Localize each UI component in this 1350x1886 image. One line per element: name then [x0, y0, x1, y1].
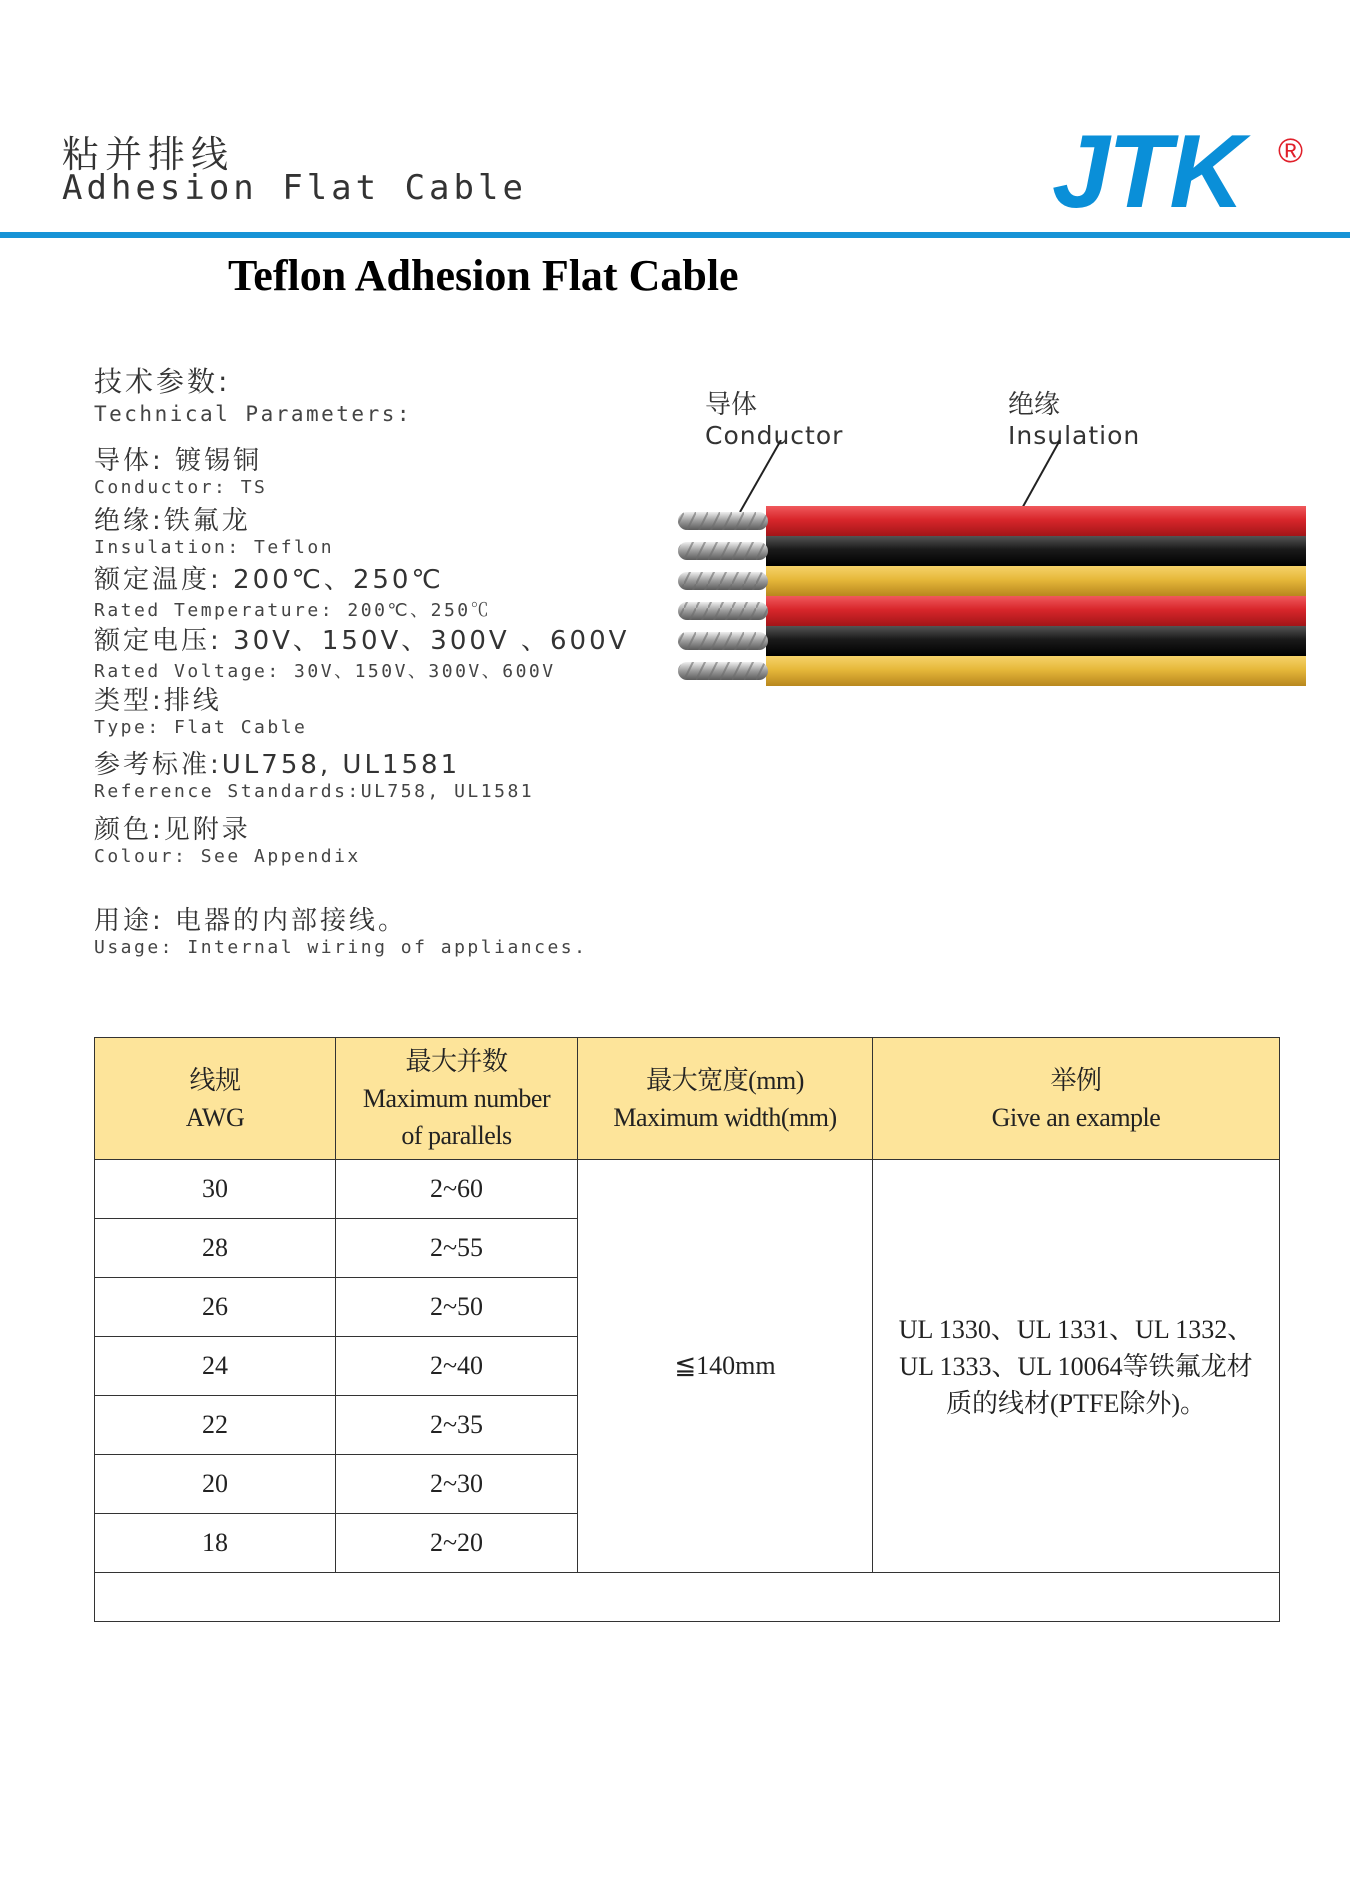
param-label-en: Insulation: Teflon: [94, 537, 335, 558]
col-header-parallels: [336, 1038, 578, 1160]
param-label-en: Rated Voltage: 30V、150V、300V、600V: [94, 661, 556, 682]
spec-table: [94, 1037, 1280, 1622]
param-type: [94, 680, 307, 738]
param-label-cn: 绝缘:铁氟龙: [94, 506, 251, 536]
table-row: [95, 1160, 1280, 1219]
conductor-leader-line: [740, 440, 781, 512]
tech-params-heading-en: Technical Parameters:: [94, 402, 413, 426]
table-blank-row: [95, 1573, 1280, 1622]
flat-cable-illustration: [660, 440, 1320, 705]
col-header-en: of parallels: [401, 1121, 512, 1150]
param-label-cn: 导体: 镀锡铜: [94, 446, 263, 476]
conductor-label-en: Conductor: [705, 421, 844, 450]
param-reference-standards: [94, 744, 534, 802]
awg-cell: 28: [95, 1219, 336, 1278]
page-title: Teflon Adhesion Flat Cable: [228, 251, 739, 300]
param-label-cn: 参考标准:UL758, UL1581: [94, 750, 461, 780]
param-label-cn: 类型:排线: [94, 686, 222, 716]
example-line: 质的线材(PTFE除外)。: [945, 1388, 1206, 1418]
example-line: UL 1330、UL 1331、UL 1332、: [898, 1314, 1254, 1344]
col-header-awg: [95, 1038, 336, 1160]
awg-cell: 22: [95, 1396, 336, 1455]
col-header-cn: 最大宽度(mm): [646, 1065, 804, 1095]
param-label-en: Colour: See Appendix: [94, 846, 361, 867]
parallels-cell: 2~40: [336, 1337, 578, 1396]
col-header-cn: 线规: [189, 1065, 241, 1095]
parallels-cell: 2~35: [336, 1396, 578, 1455]
param-insulation: [94, 500, 334, 558]
awg-cell: 30: [95, 1160, 336, 1219]
stripped-conductors: [678, 512, 768, 680]
col-header-en: Maximum width(mm): [613, 1102, 837, 1132]
param-rated-voltage: [94, 620, 629, 683]
awg-cell: 20: [95, 1455, 336, 1514]
param-label-en: Type: Flat Cable: [94, 717, 308, 738]
header-title-en: Adhesion Flat Cable: [62, 168, 527, 208]
awg-cell: 18: [95, 1514, 336, 1573]
col-header-max-width: [578, 1038, 873, 1160]
usage-cn: 用途: 电器的内部接线。: [94, 906, 408, 936]
param-usage: [94, 900, 587, 958]
col-header-en: Give an example: [991, 1102, 1161, 1132]
param-label-en: Conductor: TS: [94, 477, 268, 498]
insulation-leader-line: [1020, 440, 1060, 512]
col-header-cn: 最大并数: [405, 1047, 508, 1076]
header-title-cn: 粘并排线: [62, 133, 234, 176]
parallels-cell: 2~60: [336, 1160, 578, 1219]
param-rated-temperature: [94, 559, 491, 622]
brand-logo: JTK: [1052, 114, 1243, 230]
awg-cell: 24: [95, 1337, 336, 1396]
max-width-cell: ≦140mm: [578, 1160, 873, 1573]
usage-en: Usage: Internal wiring of appliances.: [94, 937, 588, 958]
example-cell: [873, 1160, 1280, 1573]
param-label-en: Rated Temperature: 200℃、250℃: [94, 600, 492, 621]
param-label-en: Reference Standards:UL758, UL1581: [94, 781, 535, 802]
col-header-cn: 举例: [1050, 1065, 1102, 1095]
insulation-label-cn: 绝缘: [1008, 390, 1061, 420]
col-header-en: AWG: [185, 1102, 245, 1132]
param-label-cn: 额定电压: 30V、150V、300V 、600V: [94, 626, 630, 656]
conductor-label-cn: 导体: [705, 390, 758, 420]
cable-wires: [766, 506, 1306, 686]
parallels-cell: 2~55: [336, 1219, 578, 1278]
blank-cell: [95, 1573, 1280, 1622]
parallels-cell: 2~30: [336, 1455, 578, 1514]
col-header-example: [873, 1038, 1280, 1160]
table-header-row: [95, 1038, 1280, 1160]
parallels-cell: 2~20: [336, 1514, 578, 1573]
tech-params-heading: [94, 360, 412, 426]
param-label-cn: 颜色:见附录: [94, 815, 251, 845]
header-divider: [0, 232, 1350, 238]
param-label-cn: 额定温度: 200℃、250℃: [94, 565, 444, 595]
param-conductor: [94, 440, 267, 498]
col-header-en: Maximum number: [362, 1084, 551, 1113]
insulation-label-en: Insulation: [1008, 421, 1141, 450]
parallels-cell: 2~50: [336, 1278, 578, 1337]
tech-params-heading-cn: 技术参数:: [94, 365, 231, 398]
awg-cell: 26: [95, 1278, 336, 1337]
registered-mark: ®: [1278, 132, 1304, 170]
example-line: UL 1333、UL 10064等铁氟龙材: [899, 1351, 1253, 1381]
param-colour: [94, 809, 361, 867]
